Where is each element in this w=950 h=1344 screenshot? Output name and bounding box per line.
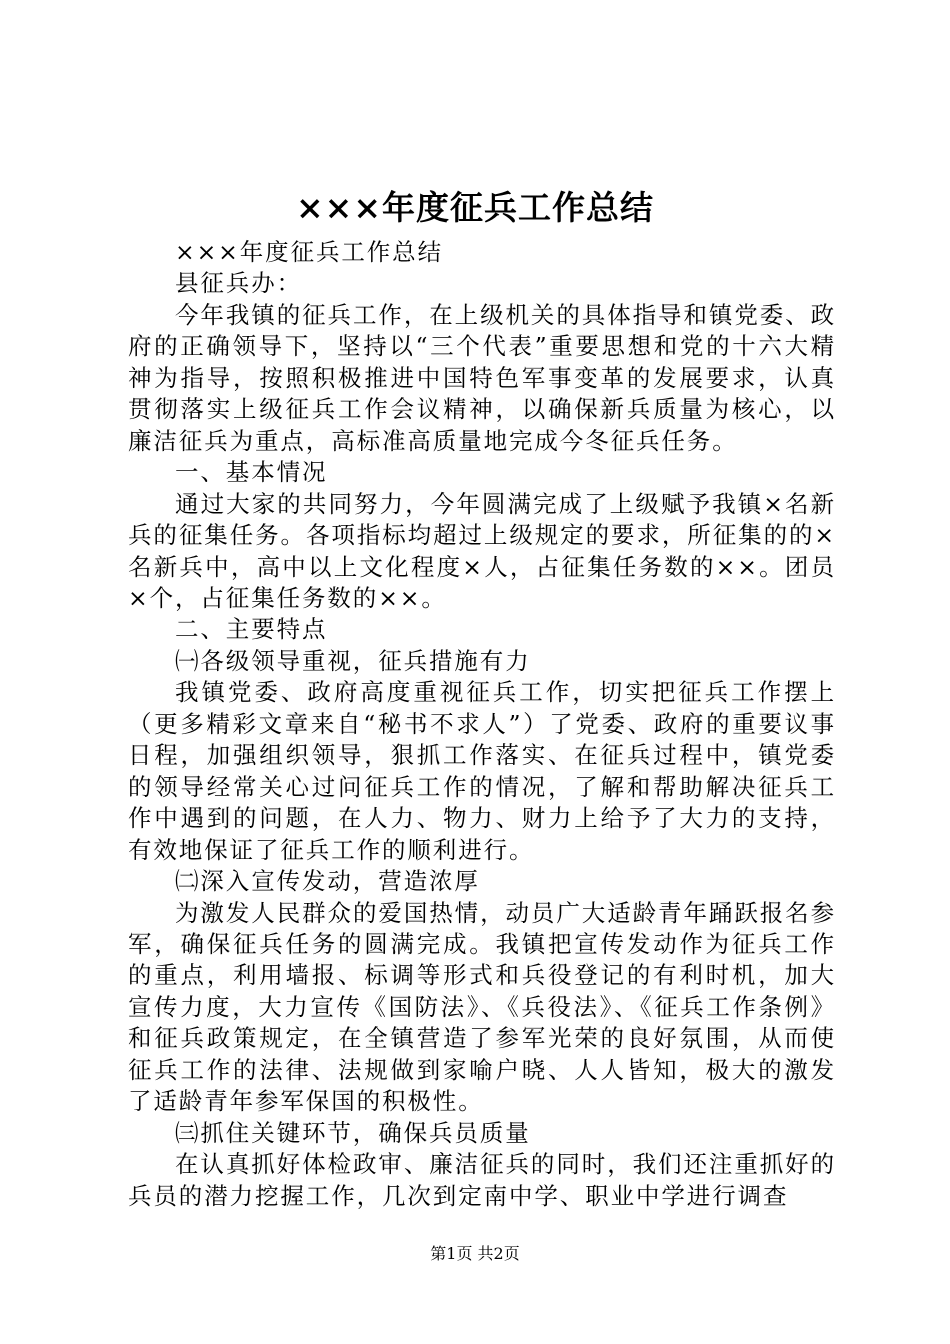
paragraph-leadership: 我镇党委、政府高度重视征兵工作，切实把征兵工作摆上（更多精彩文章来自“秘书不求人”）了党委、政府的重要议事日程，加强组织领导，狠抓工作落实、在征兵过程中，镇党委的领导经常关心过问征兵工作的情况，了解和帮助解决征兵工作中遇到的问题，在人力、物力、财力上给予了大力的支持，有效地保证了征兵工作的顺利进行。 xyxy=(128,678,836,864)
document-body xyxy=(128,237,836,1212)
section-heading-features: 二、主要特点 xyxy=(175,615,328,644)
page-number: 第1页 共2页 xyxy=(430,1244,520,1263)
document-title: ×××年度征兵工作总结 xyxy=(296,188,654,227)
paragraph-intro: 今年我镇的征兵工作，在上级机关的具体指导和镇党委、政府的正确领导下，坚持以“三个代表”重要思想和党的十六大精神为指导，按照积极推进中国特色军事变革的发展要求，认真贯彻落实上级征兵工作会议精神，以确保新兵质量为核心，以廉洁征兵为重点，高标准高质量地完成今冬征兵任务。 xyxy=(128,300,836,455)
paragraph-recipient: 县征兵办： xyxy=(175,269,302,298)
section-heading-basic: 一、基本情况 xyxy=(175,458,328,487)
subheading-quality: ㈢抓住关键环节，确保兵员质量 xyxy=(175,1118,531,1147)
subheading-leadership: ㈠各级领导重视，征兵措施有力 xyxy=(175,646,531,675)
paragraph-basic: 通过大家的共同努力，今年圆满完成了上级赋予我镇×名新兵的征集任务。各项指标均超过上级规定的要求，所征集的的×名新兵中，高中以上文化程度×人，占征集任务数的××。团员×个，占征集任务数的××。 xyxy=(128,489,836,612)
paragraph-publicity: 为激发人民群众的爱国热情，动员广大适龄青年踊跃报名参军，确保征兵任务的圆满完成。我镇把宣传发动作为征兵工作的重点，利用墙报、标调等形式和兵役登记的有利时机，加大宣传力度，大力宣传《国防法》、《兵役法》、《征兵工作条例》和征兵政策规定，在全镇营造了参军光荣的良好氛围，从而使征兵工作的法律、法规做到家喻户晓、人人皆知，极大的激发了适龄青年参军保国的积极性。 xyxy=(128,898,836,1116)
paragraph-quality: 在认真抓好体检政审、廉洁征兵的同时，我们还注重抓好的兵员的潜力挖握工作，几次到定南中学、职业中学进行调查 xyxy=(128,1150,836,1210)
paragraph-subtitle: ×××年度征兵工作总结 xyxy=(175,238,443,266)
subheading-publicity: ㈡深入宣传发动，营造浓厚 xyxy=(175,867,480,896)
